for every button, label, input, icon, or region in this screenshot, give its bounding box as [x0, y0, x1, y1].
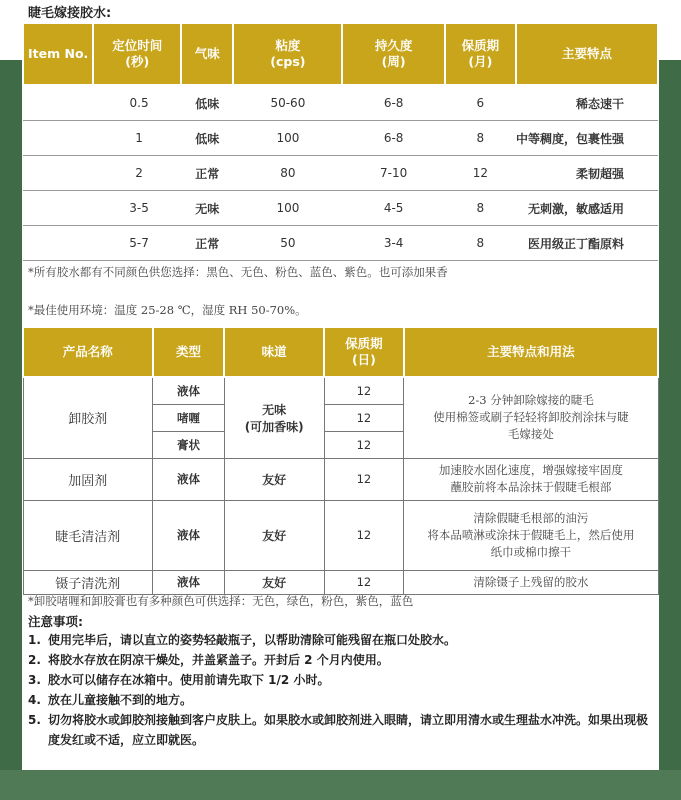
list-text: 将胶水存放在阴凉干燥处，并盖紧盖子。开封后 2 个月内使用。: [48, 653, 389, 667]
cell-product-name: 卸胶剂: [23, 377, 153, 458]
note-remover-colors: *卸胶啫喱和卸胶膏也有多种颜色可供选择：无色，绿色，粉色，紫色，蓝色: [28, 594, 414, 608]
cell-flavor: 友好: [224, 458, 324, 500]
cell-product-name: 镊子清洗剂: [23, 570, 153, 594]
cell-shelf: 12: [324, 431, 404, 458]
cell-shelf: 8: [445, 226, 516, 261]
cell-odor: 正常: [181, 226, 233, 261]
header-product-name: 产品名称: [23, 327, 153, 377]
list-item: [28, 690, 648, 710]
list-item: [28, 630, 648, 650]
cell-feature: 无刺激，敏感适用: [516, 191, 658, 226]
cell-description: 加速胶水固化速度，增强嫁接牢固度 蘸胶前将本品涂抹于假睫毛根部: [404, 458, 658, 500]
document-sheet: [22, 0, 659, 770]
cell-flavor: 友好: [224, 570, 324, 594]
right-green-border: [659, 60, 681, 800]
header-item-no: Item No.: [23, 23, 93, 85]
cell-retention: 4-5: [342, 191, 444, 226]
list-number: 4.: [28, 693, 41, 707]
list-item: [28, 710, 648, 750]
cell-set-time: 0.5: [23, 85, 181, 121]
cell-shelf: 12: [324, 404, 404, 431]
cell-viscosity: 100: [233, 121, 342, 156]
cell-product-name: 睫毛清洁剂: [23, 500, 153, 570]
cell-flavor: 无味 (可加香味): [224, 377, 324, 458]
cell-description: 清除假睫毛根部的油污 将本品喷淋或涂抹于假睫毛上，然后使用 纸巾或棉巾擦干: [404, 500, 658, 570]
cell-odor: 正常: [181, 156, 233, 191]
caution-list: [28, 630, 648, 750]
cell-shelf: 12: [445, 156, 516, 191]
list-number: 2.: [28, 653, 41, 667]
list-text: 放在儿童接触不到的地方。: [48, 693, 193, 707]
list-number: 5.: [28, 713, 41, 727]
table-row: [23, 85, 658, 121]
cell-shelf: 12: [324, 458, 404, 500]
header-features: 主要特点: [516, 23, 658, 85]
cell-retention: 6-8: [342, 85, 444, 121]
product-table-header: [23, 327, 658, 377]
list-item: [28, 650, 648, 670]
list-text: 胶水可以储存在冰箱中。使用前请先取下 1/2 小时。: [48, 673, 330, 687]
cell-feature: 柔韧超强: [516, 156, 658, 191]
cell-set-time: 5-7: [23, 226, 181, 261]
cell-type: 液体: [153, 570, 225, 594]
left-green-border: [0, 60, 22, 800]
cell-odor: 低味: [181, 85, 233, 121]
table-row: [23, 156, 658, 191]
list-text: 切勿将胶水或卸胶剂接触到客户皮肤上。如果胶水或卸胶剂进入眼睛，请立即用清水或生理盐水冲洗。如果出现极度发红或不适，应立即就医。: [48, 713, 649, 747]
header-shelf-days: 保质期 (日): [324, 327, 404, 377]
cell-type: 啫喱: [153, 404, 225, 431]
product-table: [22, 326, 659, 595]
cell-type: 液体: [153, 458, 225, 500]
cell-feature: 稀态速干: [516, 85, 658, 121]
table-row: [23, 121, 658, 156]
cell-viscosity: 50: [233, 226, 342, 261]
list-number: 3.: [28, 673, 41, 687]
cell-retention: 7-10: [342, 156, 444, 191]
cell-viscosity: 100: [233, 191, 342, 226]
glue-table-header: [23, 23, 658, 85]
cell-viscosity: 50-60: [233, 85, 342, 121]
cell-shelf: 6: [445, 85, 516, 121]
bottom-green-band: [0, 770, 681, 800]
cell-product-name: 加固剂: [23, 458, 153, 500]
note-environment: *最佳使用环境：温度 25-28 ℃，湿度 RH 50-70%。: [28, 303, 307, 317]
list-number: 1.: [28, 633, 41, 647]
cell-viscosity: 80: [233, 156, 342, 191]
table-row: [23, 377, 658, 404]
caution-heading: 注意事项:: [28, 614, 83, 629]
cell-retention: 3-4: [342, 226, 444, 261]
cell-description: 清除镊子上残留的胶水: [404, 570, 658, 594]
glue-section-title: 睫毛嫁接胶水:: [28, 6, 112, 21]
cell-shelf: 8: [445, 121, 516, 156]
table-row: [23, 500, 658, 570]
header-features-usage: 主要特点和用法: [404, 327, 658, 377]
header-viscosity: 粘度 (cps): [233, 23, 342, 85]
cell-shelf: 12: [324, 377, 404, 404]
cell-set-time: 2: [23, 156, 181, 191]
list-item: [28, 670, 648, 690]
cell-odor: 无味: [181, 191, 233, 226]
header-retention: 持久度 (周): [342, 23, 444, 85]
cell-set-time: 1: [23, 121, 181, 156]
cell-shelf: 12: [324, 570, 404, 594]
cell-flavor: 友好: [224, 500, 324, 570]
cell-feature: 医用级正丁酯原料: [516, 226, 658, 261]
note-glue-colors: *所有胶水都有不同颜色供您选择：黑色、无色、粉色、蓝色、紫色。也可添加果香: [28, 265, 448, 279]
cell-feature: 中等稠度，包裹性强: [516, 121, 658, 156]
header-type: 类型: [153, 327, 225, 377]
table-row: [23, 191, 658, 226]
table-row: [23, 570, 658, 594]
cell-type: 液体: [153, 500, 225, 570]
header-flavor: 味道: [224, 327, 324, 377]
cell-type: 膏状: [153, 431, 225, 458]
cell-retention: 6-8: [342, 121, 444, 156]
cell-description: 2-3 分钟卸除嫁接的睫毛 使用棉签或刷子轻轻将卸胶剂涂抹与睫 毛嫁接处: [404, 377, 658, 458]
header-set-time: 定位时间 (秒): [93, 23, 181, 85]
cell-odor: 低味: [181, 121, 233, 156]
glue-spec-table: [22, 22, 659, 261]
list-text: 使用完毕后，请以直立的姿势轻敲瓶子，以帮助清除可能残留在瓶口处胶水。: [48, 633, 457, 647]
header-shelf-life: 保质期 (月): [445, 23, 516, 85]
table-row: [23, 458, 658, 500]
cell-set-time: 3-5: [23, 191, 181, 226]
table-row: [23, 226, 658, 261]
header-odor: 气味: [181, 23, 233, 85]
cell-shelf: 8: [445, 191, 516, 226]
cell-type: 液体: [153, 377, 225, 404]
cell-shelf: 12: [324, 500, 404, 570]
